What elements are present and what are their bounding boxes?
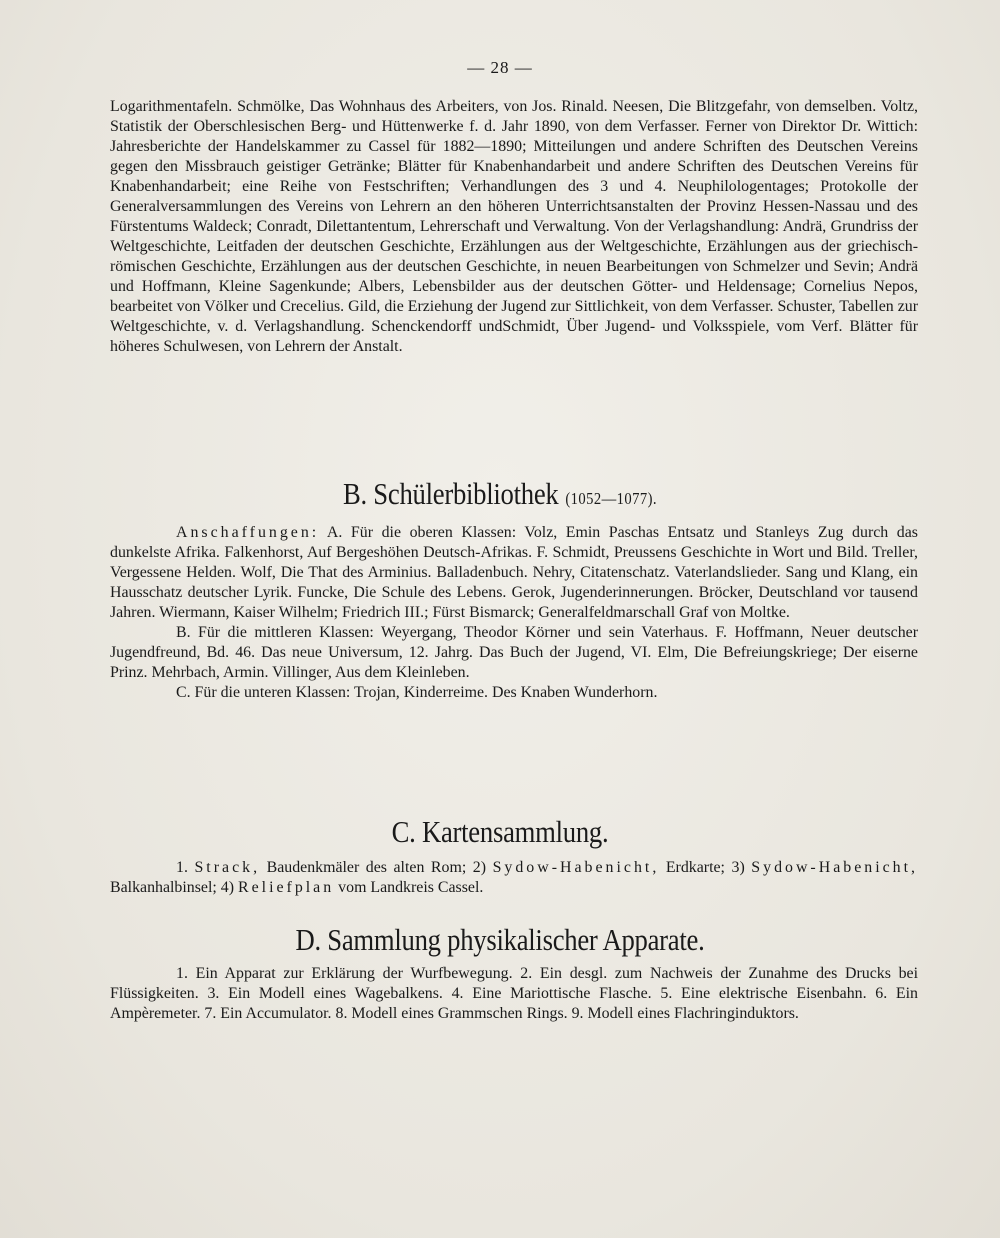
section-c-item1-text: Baudenkmäler des alten Rom; 2): [266, 859, 487, 876]
section-b-para-c: C. Für die unteren Klassen: Trojan, Kinderreime. Des Knaben Wunderhorn.: [176, 684, 658, 701]
section-c-heading: [70, 814, 930, 850]
section-a-paragraph: Logarithmentafeln. Schmölke, Das Wohnhaus des Arbeiters, von Jos. Rinald. Neesen, Die Blitzgefahr, von demselben. Voltz, Statistik der Oberschlesischen Berg- und Hüttenwerke f. d. Jahr 1890, von dem Verfasser. Ferner von Direktor Dr. Wittich: Jahresberichte der Handelskammer zu Cassel für 1882—1890; Mitteilungen und andere Schriften des Deutschen Vereins gegen den Missbrauch geistiger Getränke; Blätter für Knabenhandarbeit und andere Schriften des Deutschen Vereins für Knabenhandarbeit; eine Reihe von Festschriften; Verhandlungen des 3 und 4. Neuphilologentages; Protokolle der Generalversammlungen des Vereins von Lehrern an den höheren Unterrichtsanstalten der Provinz Hessen-Nassau und des Fürstentums Waldeck; Conradt, Dilettantentum, Lehrerschaft und Verwaltung. Von der Verlagshandlung: Andrä, Grundriss der Weltgeschichte, Leitfaden der deutschen Geschichte, Erzählungen aus der Weltgeschichte, Erzählungen aus der griechisch-römischen Geschichte, Erzählungen aus der deutschen Geschichte, in neuen Bearbeitungen von Schmelzer und Sevin; Andrä und Hoffmann, Kleine Sagenkunde; Albers, Lebensbilder aus der deutschen Götter- und Heldensage; Cornelius Nepos, bearbeitet von Völker und Crecelius. Gild, die Erziehung der Jugend zur Sittlichkeit, von dem Verfasser. Schuster, Tabellen zur Weltgeschichte, v. d. Verlagshandlung. Schenckendorff undSchmidt, Über Jugend- und Volksspiele, vom Verf. Blätter für höheres Schulwesen, von Lehrern der Anstalt.: [110, 98, 918, 355]
section-c-item3-text: Balkanhalbinsel; 4): [110, 879, 235, 896]
section-c-item3-author: Sydow-Habenicht,: [751, 859, 918, 876]
section-b-para-a: [110, 523, 918, 623]
section-b-para-a-text: A. Für die oberen Klassen: Volz, Emin Paschas Entsatz und Stanleys Zug durch das dunkelste Afrika. Falkenhorst, Auf Bergeshöhen Deutsch-Afrikas. F. Schmidt, Preussens Geschichte in Wort und Bild. Treller, Vergessene Helden. Wolf, Die That des Arminius. Balladenbuch. Nehry, Citatenschatz. Vaterlandslieder. Sang und Klang, ein Hausschatz deutscher Lyrik. Funcke, Die Schule des Lebens. Gerok, Jugenderinnerungen. Bröcker, Deutschland vor tausend Jahren. Wiermann, Kaiser Wilhelm; Friedrich III.; Fürst Bismarck; Generalfeldmarschall Graf von Moltke.: [110, 524, 918, 621]
section-c-item4-title: Reliefplan: [238, 879, 335, 896]
section-c-item4-text: vom Landkreis Cassel.: [338, 879, 484, 896]
section-b-lead-word: Anschaffungen:: [176, 524, 320, 541]
page-number: — 28 —: [467, 58, 533, 77]
section-a-continuation: [110, 97, 918, 357]
section-d-title: D. Sammlung physikalischer Apparate.: [295, 922, 705, 957]
section-b-para-b: B. Für die mittleren Klassen: Weyergang, Theodor Körner und sein Vaterhaus. F. Hoffmann, Neuer deutscher Jugendfreund, Bd. 46. Das neue Universum, 12. Jahrg. Das Buch der Jugend, VI. Elm, Die Befreiungskriege; Der eiserne Prinz. Mehrbach, Armin. Villinger, Aus dem Kleinleben.: [110, 624, 918, 681]
section-b-title: B. Schülerbibliothek: [342, 476, 559, 511]
section-d-body: [110, 964, 918, 1024]
section-b-heading: [70, 476, 930, 512]
section-c-title: C. Kartensammlung.: [391, 814, 609, 849]
section-c-item2-author: Sydow-Habenicht,: [492, 859, 660, 876]
section-d-paragraph: 1. Ein Apparat zur Erklärung der Wurfbewegung. 2. Ein desgl. zum Nachweis der Zunahme des Drucks bei Flüssigkeiten. 3. Ein Modell eines Wagebalkens. 4. Eine Mariottische Flasche. 5. Eine elektrische Eisenbahn. 6. Ein Ampèremeter. 7. Ein Accumulator. 8. Modell eines Grammschen Rings. 9. Modell eines Flachringinduktors.: [110, 965, 918, 1022]
section-b-body: [110, 523, 918, 703]
section-b-range: (1052—1077).: [565, 489, 658, 508]
section-c-paragraph: [110, 858, 918, 898]
section-c-body: [110, 858, 918, 898]
section-c-item2-text: Erdkarte; 3): [665, 859, 745, 876]
section-d-heading: [70, 922, 930, 958]
section-c-item1-author: Strack,: [194, 859, 261, 876]
section-c-item1-num: 1.: [176, 859, 188, 876]
